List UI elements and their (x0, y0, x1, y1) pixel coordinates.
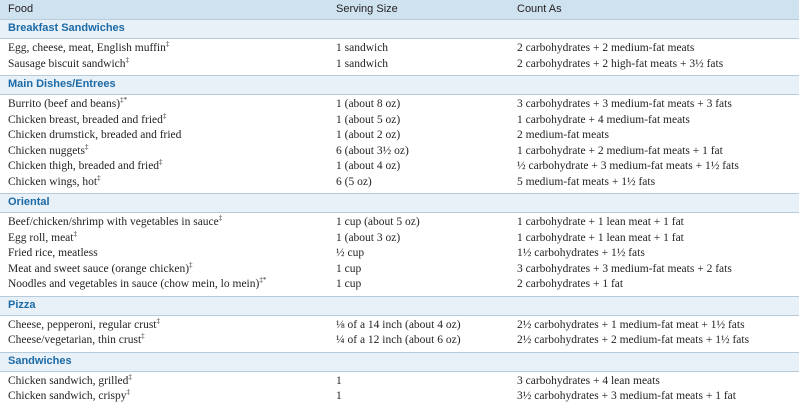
count-as-cell: 3½ carbohydrates + 3 medium-fat meats + 1 fat (517, 390, 736, 402)
food-cell: Cheese, pepperoni, regular crust‡ (8, 316, 160, 331)
serving-size-cell: 1 cup (336, 278, 362, 290)
section-title: Pizza (8, 298, 36, 311)
table-row (0, 113, 799, 129)
section-title: Sandwiches (8, 354, 72, 367)
serving-size-cell: 1 (336, 390, 342, 402)
serving-size-cell: 1 (about 2 oz) (336, 129, 401, 141)
table-row (0, 277, 799, 293)
serving-size-cell: 1 (about 8 oz) (336, 98, 401, 110)
section-title: Oriental (8, 196, 50, 208)
count-as-cell: 2 carbohydrates + 1 fat (517, 278, 624, 290)
serving-size-cell: ¼ of a 12 inch (about 6 oz) (336, 334, 461, 346)
count-as-cell: 1 carbohydrate + 2 medium-fat meats + 1 fat (517, 144, 723, 157)
serving-size-cell: 1 cup (336, 262, 362, 275)
food-cell: Beef/chicken/shrimp with vegetables in sauce‡ (8, 214, 223, 228)
section-title: Breakfast Sandwiches (8, 22, 125, 34)
section-rows (0, 38, 799, 75)
serving-size-cell: 1 sandwich (336, 42, 389, 54)
table-row (0, 246, 799, 262)
count-as-cell: 2½ carbohydrates + 1 medium-fat meat + 1½ fats (517, 318, 745, 331)
column-header-food: Food (8, 3, 34, 15)
food-cell: Egg roll, meat‡ (8, 229, 77, 244)
serving-size-cell: ½ cup (336, 247, 365, 259)
table-row (0, 41, 799, 57)
serving-size-cell: 1 cup (about 5 oz) (336, 216, 420, 228)
count-as-cell: 3 carbohydrates + 4 lean meats (517, 374, 660, 387)
table-row (0, 231, 799, 247)
table-row (0, 128, 799, 144)
table-row (0, 215, 799, 231)
table-row (0, 175, 799, 191)
column-header-serving-size: Serving Size (336, 3, 398, 15)
section-header (0, 193, 799, 212)
table-header (0, 0, 799, 19)
food-cell: Chicken nuggets‡ (8, 142, 89, 157)
count-as-cell: 1 carbohydrate + 4 medium-fat meats (517, 113, 690, 126)
count-as-cell: 2½ carbohydrates + 2 medium-fat meats + 1½ fats (517, 334, 750, 346)
count-as-cell: 1½ carbohydrates + 1½ fats (517, 247, 645, 259)
section-header (0, 75, 799, 94)
serving-size-cell: ⅛ of a 14 inch (about 4 oz) (336, 318, 461, 331)
food-cell: Chicken sandwich, crispy‡ (8, 388, 130, 402)
count-as-cell: ½ carbohydrate + 3 medium-fat meats + 1½ fats (517, 160, 739, 172)
serving-size-cell: 1 sandwich (336, 57, 389, 70)
section-rows (0, 315, 799, 352)
count-as-cell: 2 medium-fat meats (517, 129, 609, 141)
table-body (0, 19, 799, 408)
section-header (0, 19, 799, 38)
section-header (0, 352, 799, 371)
count-as-cell: 2 carbohydrates + 2 medium-fat meats (517, 42, 695, 54)
table-row (0, 374, 799, 390)
section-title: Main Dishes/Entrees (8, 78, 116, 90)
food-cell: Fried rice, meatless (8, 247, 98, 259)
table-row (0, 262, 799, 278)
section-rows (0, 212, 799, 296)
table-row (0, 144, 799, 160)
serving-size-cell: 6 (5 oz) (336, 175, 372, 188)
food-cell: Chicken drumstick, breaded and fried (8, 129, 182, 141)
table-row (0, 318, 799, 334)
serving-size-cell: 1 (about 4 oz) (336, 160, 401, 172)
food-cell: Sausage biscuit sandwich‡ (8, 55, 130, 70)
section-rows (0, 371, 799, 408)
table-row (0, 159, 799, 175)
count-as-cell: 3 carbohydrates + 3 medium-fat meats + 2 fats (517, 262, 732, 275)
table-row (0, 333, 799, 349)
food-cell: Chicken breast, breaded and fried‡ (8, 111, 167, 126)
serving-size-cell: 6 (about 3½ oz) (336, 144, 409, 157)
section-rows (0, 94, 799, 193)
food-cell: Egg, cheese, meat, English muffin‡ (8, 40, 170, 54)
count-as-cell: 5 medium-fat meats + 1½ fats (517, 175, 656, 188)
section-header (0, 296, 799, 315)
food-cell: Meat and sweet sauce (orange chicken)‡ (8, 260, 193, 275)
serving-size-cell: 1 (336, 374, 342, 387)
food-cell: Cheese/vegetarian, thin crust‡ (8, 332, 145, 346)
count-as-cell: 1 carbohydrate + 1 lean meat + 1 fat (517, 216, 684, 228)
food-cell: Chicken wings, hot‡ (8, 173, 101, 188)
table-row (0, 57, 799, 73)
table-row (0, 97, 799, 113)
food-cell: Chicken thigh, breaded and fried‡ (8, 158, 163, 172)
count-as-cell: 2 carbohydrates + 2 high-fat meats + 3½ fats (517, 57, 724, 70)
count-as-cell: 1 carbohydrate + 1 lean meat + 1 fat (517, 231, 684, 244)
table-row (0, 389, 799, 405)
serving-size-cell: 1 (about 3 oz) (336, 231, 401, 244)
food-cell: Noodles and vegetables in sauce (chow mein, lo mein)‡* (8, 276, 267, 290)
count-as-cell: 3 carbohydrates + 3 medium-fat meats + 3 fats (517, 98, 732, 110)
serving-size-cell: 1 (about 5 oz) (336, 113, 401, 126)
food-cell: Chicken sandwich, grilled‡ (8, 372, 132, 387)
column-header-count-as: Count As (517, 3, 562, 15)
food-cell: Burrito (beef and beans)‡* (8, 96, 128, 110)
